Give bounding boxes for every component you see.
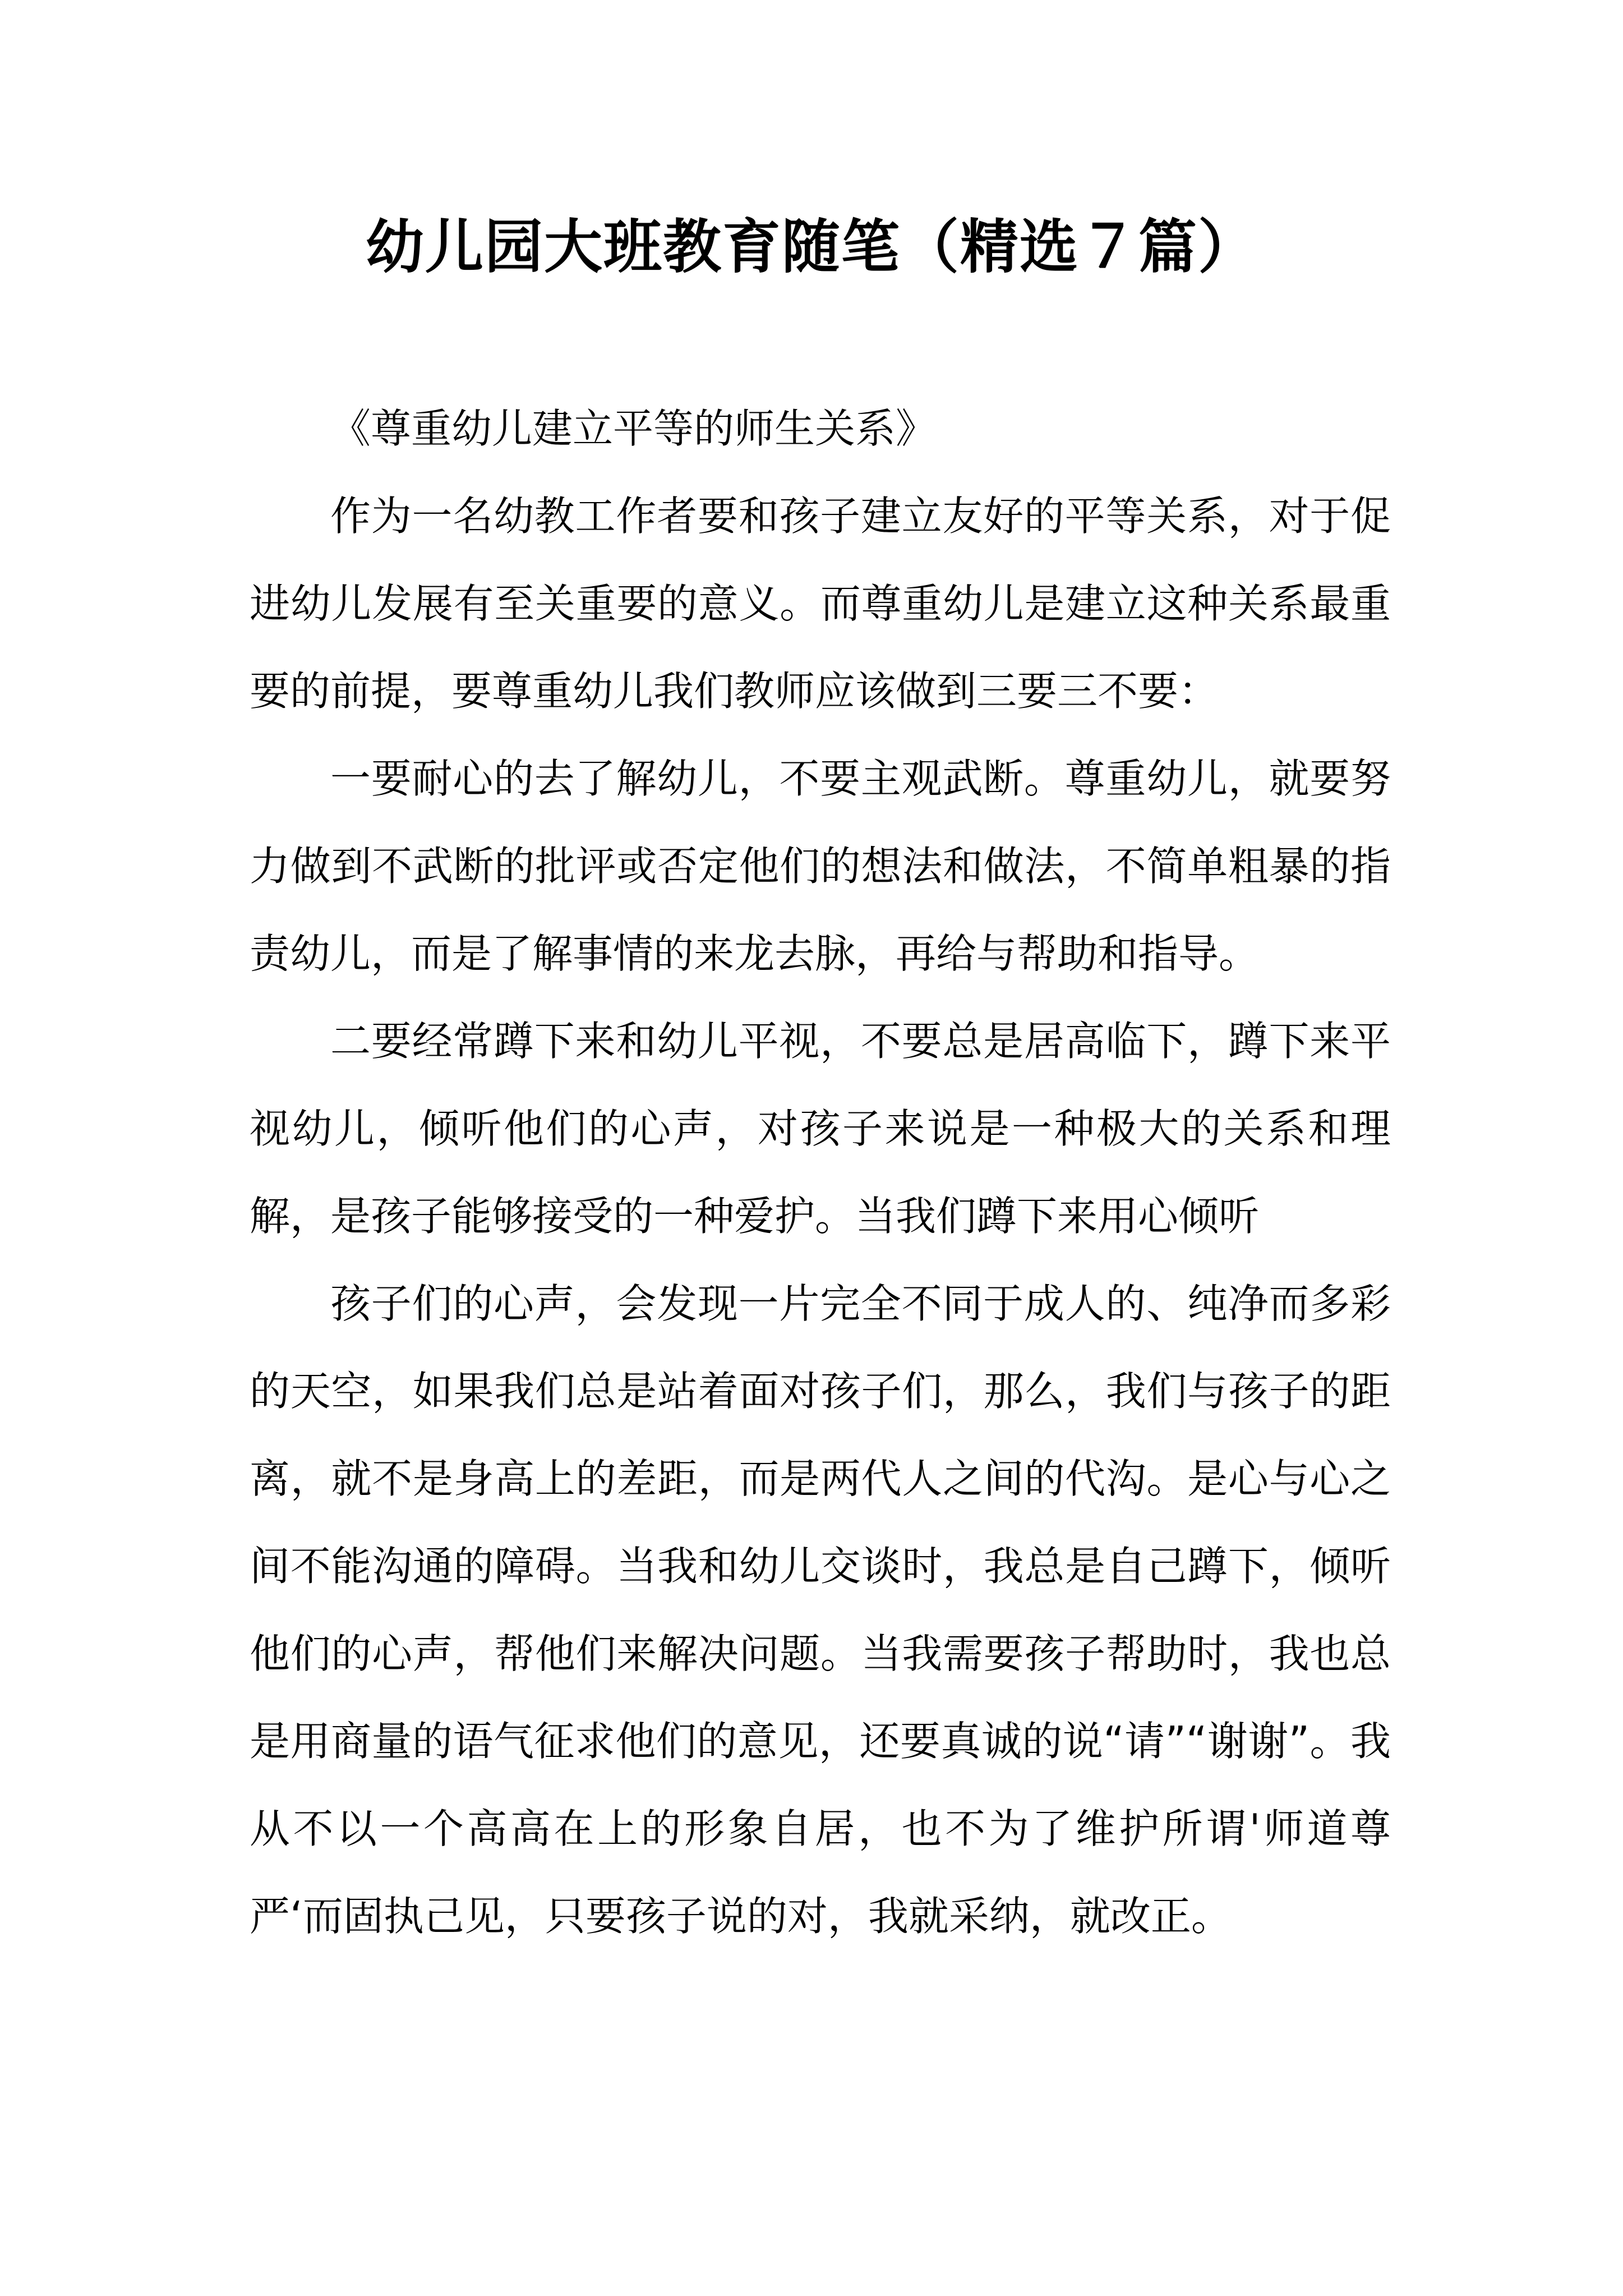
paragraph: 二要经常蹲下来和幼儿平视，不要总是居高临下，蹲下来平视幼儿，倾听他们的心声，对孩子来说是一种极大的关系和理解，是孩子能够接受的一种爱护。当我们蹲下来用心倾听 (250, 1018, 1391, 1240)
document-title: 幼儿园大班教育随笔（精选７篇） (365, 212, 1257, 281)
document-body (250, 385, 1391, 1960)
section-subtitle: 《尊重幼儿建立平等的师生关系》 (330, 405, 937, 452)
paragraph: 孩子们的心声，会发现一片完全不同于成人的、纯净而多彩的天空，如果我们总是站着面对孩子们，那么，我们与孩子的距离，就不是身高上的差距，而是两代人之间的代沟。是心与心之间不能沟通的障碍。当我和幼儿交谈时，我总是自己蹲下，倾听他们的心声，帮他们来解决问题。当我需要孩子帮助时，我也总是用商量的语气征求他们的意见，还要真诚的说“请”“谢谢”。我从不以一个高高在上的形象自居，也不为了维护所谓'师道尊严‘而固执己见，只要孩子说的对，我就采纳，就改正。 (250, 1280, 1391, 1940)
paragraph: 一要耐心的去了解幼儿，不要主观武断。尊重幼儿，就要努力做到不武断的批评或否定他们的想法和做法，不简单粗暴的指责幼儿，而是了解事情的来龙去脉，再给与帮助和指导。 (250, 755, 1391, 977)
paragraph: 作为一名幼教工作者要和孩子建立友好的平等关系，对于促进幼儿发展有至关重要的意义。而尊重幼儿是建立这种关系最重要的前提，要尊重幼儿我们教师应该做到三要三不要： (250, 493, 1391, 715)
